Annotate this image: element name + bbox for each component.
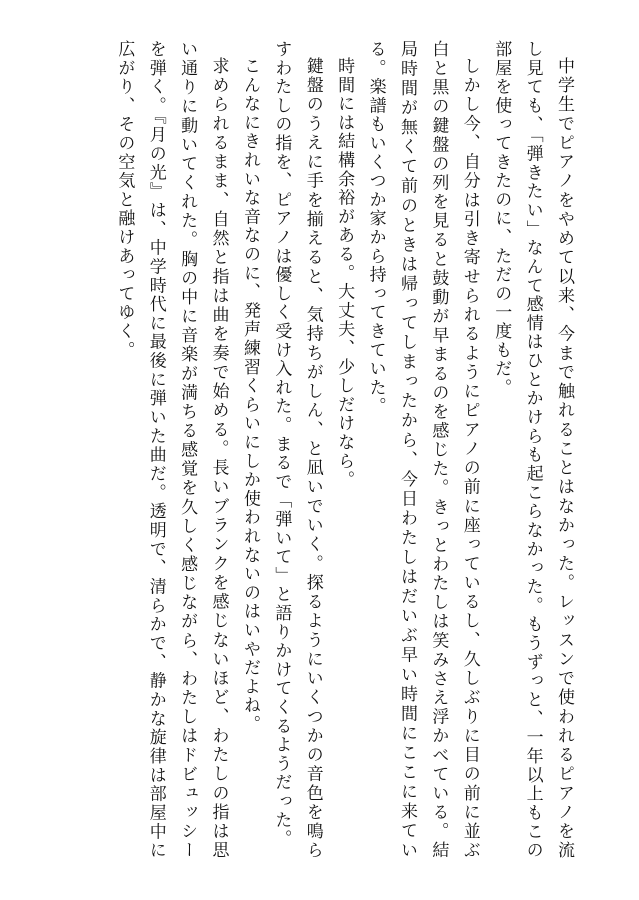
paragraph-5: こんなにきれいな音なのに、発声練習くらいにしか使われないのはいやだよね。 bbox=[239, 57, 260, 734]
paragraph-1: 中学生でピアノをやめて以来、今まで触れることはなかった。レッスンで使われるピアノを流し見ても、「弾きたい」なんて感情はひとかけらも起こらなかった。もうずっと、一年以上もこの部屋を使ってきたのに、ただの一度もだ。 bbox=[491, 40, 574, 860]
paragraph-6: 求められるまま、自然と指は曲を奏で始める。長いブランクを感じないほど、わたしの指は思い通りに動いてくれた。胸の中に音楽が満ちる感覚を久しく感じながら、わたしはドビュッシーを弾く。『月の光』は、中学時代に最後に弾いた曲だ。透明で、清らかで、静かな旋律は部屋中に広がり、その空気と融けあってゆく。 bbox=[114, 40, 229, 860]
paragraph-4: 鍵盤のうえに手を揃えると、気持ちがしん、と凪いでいく。探るようにいくつかの音色を鳴らすわたしの指を、ピアノは優しく受け入れた。まるで「弾いて」と語りかけてくるようだった。 bbox=[271, 40, 323, 860]
paragraph-3: 時間には結構余裕がある。大丈夫、少しだけなら。 bbox=[334, 57, 355, 490]
paragraph-2: しかし今、自分は引き寄せられるようにピアノの前に座っているし、久しぶりに目の前に並ぶ白と黒の鍵盤の列を見ると鼓動が早まるのを感じた。きっとわたしは笑みさえ浮かべている。結局時間が無くて前のときは帰ってしまったから、今日わたしはだいぶ早い時間にここに来ている。楽譜もいくつか家から持ってきていた。 bbox=[365, 40, 480, 860]
vertical-text-body bbox=[59, 40, 579, 860]
